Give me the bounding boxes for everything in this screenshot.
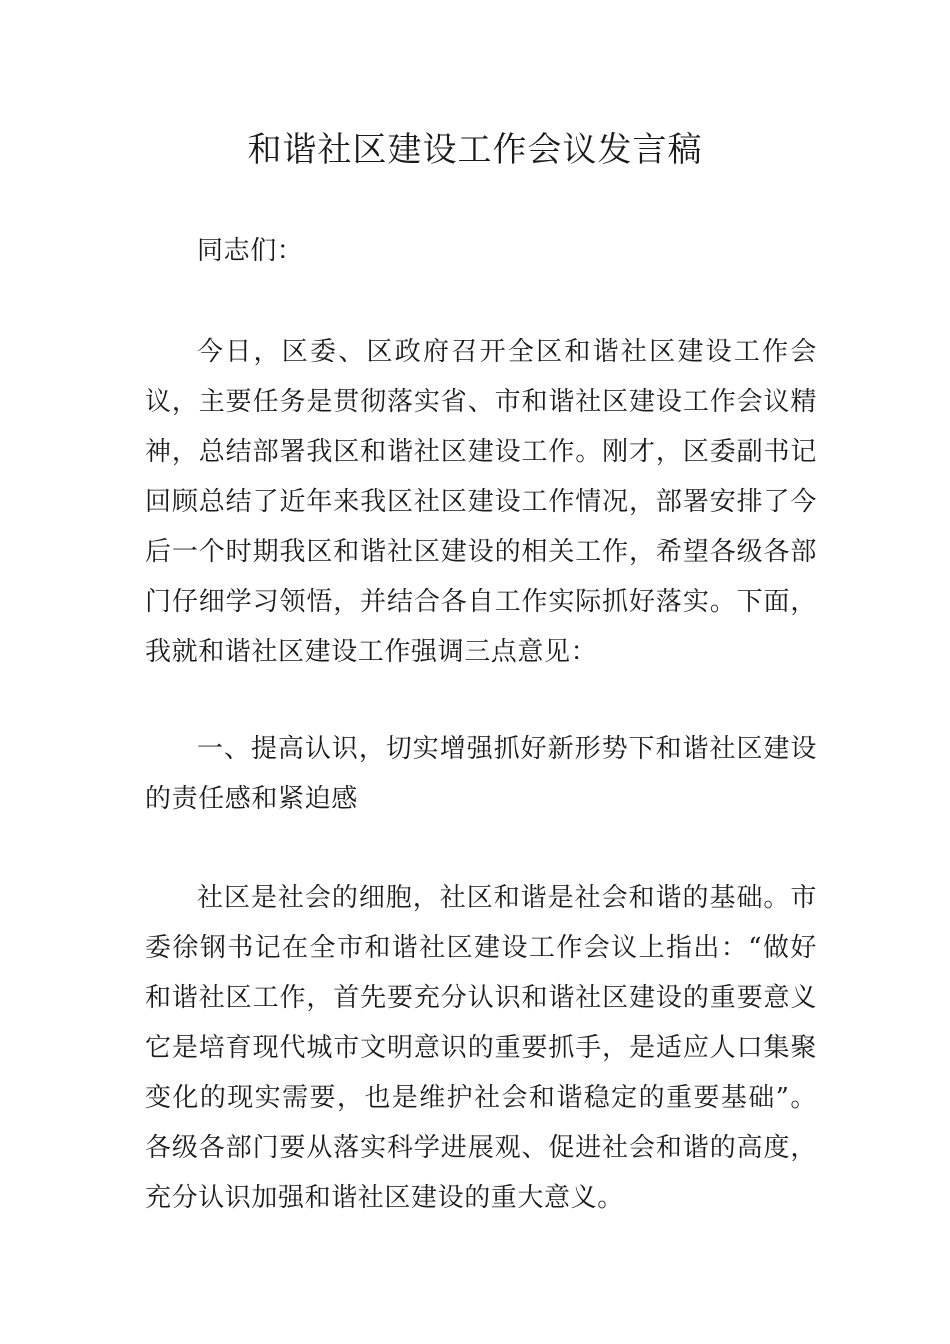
greeting-paragraph: 同志们：	[197, 236, 304, 266]
document-title: 和谐社区建设工作会议发言稿	[247, 130, 703, 170]
intro-paragraph: 今日，区委、区政府召开全区和谐社区建设工作会议，主要任务是贯彻落实省、市和谐社区建设工作会议精神，总结部署我区和谐社区建设工作。刚才，区委副书记回顾总结了近年来我区社区建设工作情况，部署安排了今后一个时期我区和谐社区建设的相关工作，希望各级各部门仔细学习领悟，并结合各自工作实际抓好落实。下面，我就和谐社区建设工作强调三点意见：	[145, 337, 817, 667]
section-heading-1: 一、提高认识，切实增强抓好新形势下和谐社区建设的责任感和紧迫感	[145, 734, 817, 814]
section-body-1: 社区是社会的细胞，社区和谐是社会和谐的基础。市委徐钢书记在全市和谐社区建设工作会议上指出：“做好和谐社区工作，首先要充分认识和谐社区建设的重要意义它是培育现代城市文明意识的重要抓手，是适应人口集聚变化的现实需要，也是维护社会和谐稳定的重要基础”。各级各部门要从落实科学进展观、促进社会和谐的高度，充分认识加强和谐社区建设的重大意义。	[145, 883, 817, 1213]
